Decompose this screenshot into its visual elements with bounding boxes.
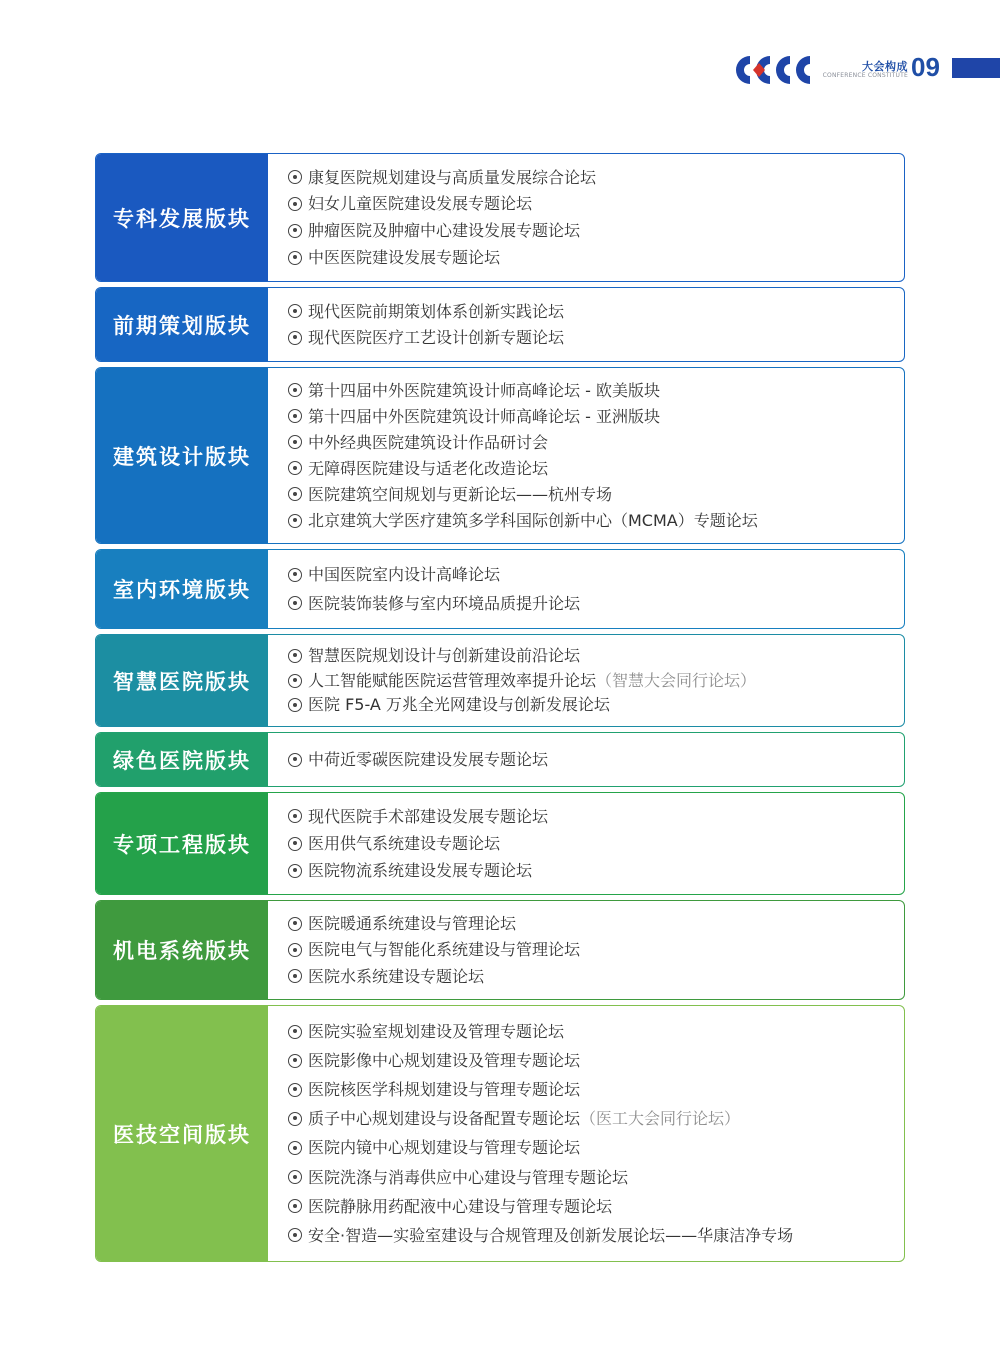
block-label: 医技空间版块 [96,1006,268,1261]
forum-item [288,940,904,959]
forum-item [288,1080,904,1099]
forum-item [288,750,904,769]
forum-list [268,368,904,543]
page-number: 09 [911,52,940,82]
block-label: 室内环境版块 [96,550,268,628]
header-accent-bar [952,58,1000,78]
forum-title: 康复医院规划建设与高质量发展综合论坛 [308,167,597,187]
block-label: 智慧医院版块 [96,635,268,726]
forum-title: 医院电气与智能化系统建设与管理论坛 [308,940,581,960]
page-header [0,0,1000,110]
forum-title: 中医医院建设发展专题论坛 [308,248,501,268]
circle-bullet-icon [288,1170,302,1184]
block-architectural-design [95,367,905,544]
circle-bullet-icon [288,170,302,184]
forum-item [288,967,904,986]
block-green-hospital [95,732,905,787]
block-label: 专科发展版块 [96,154,268,281]
circle-bullet-icon [288,568,302,582]
section-title: 大会构成 [862,60,908,73]
forum-item [288,834,904,853]
block-early-planning [95,287,905,362]
circle-bullet-icon [288,435,302,449]
forum-list [268,550,904,628]
forum-title: 医用供气系统建设专题论坛 [308,833,501,853]
forum-note: （智慧大会同行论坛） [596,670,757,690]
forum-item [288,1022,904,1041]
forum-item [288,407,904,426]
circle-bullet-icon [288,969,302,983]
forum-title: 安全·智造—实验室建设与合规管理及创新发展论坛——华康洁净专场 [308,1225,794,1245]
forum-item [288,807,904,826]
forum-list [268,793,904,894]
circle-bullet-icon [288,809,302,823]
forum-title: 医院装饰装修与室内环境品质提升论坛 [308,593,581,613]
forum-title: 人工智能赋能医院运营管理效率提升论坛 [308,670,597,690]
forum-item [288,302,904,321]
forum-title: 肿瘤医院及肿瘤中心建设发展专题论坛 [308,221,581,241]
forum-item [288,221,904,240]
block-smart-hospital [95,634,905,727]
block-specialty-development [95,153,905,282]
forum-title: 医院内镜中心规划建设与管理专题论坛 [308,1138,581,1158]
forum-item [288,328,904,347]
forum-title: 中荷近零碳医院建设发展专题论坛 [308,749,549,769]
forum-title: 医院水系统建设专题论坛 [308,966,485,986]
forum-title: 医院建筑空间规划与更新论坛——杭州专场 [308,484,613,504]
forum-item [288,565,904,584]
circle-bullet-icon [288,331,302,345]
forum-item [288,248,904,267]
forum-list [268,635,904,726]
conference-logo [734,54,814,86]
circle-bullet-icon [288,1112,302,1126]
circle-bullet-icon [288,596,302,610]
forum-item [288,914,904,933]
forum-list [268,154,904,281]
circle-bullet-icon [288,251,302,265]
circle-bullet-icon [288,837,302,851]
forum-title: 医院影像中心规划建设及管理专题论坛 [308,1051,581,1071]
circle-bullet-icon [288,1199,302,1213]
circle-bullet-icon [288,1141,302,1155]
forum-item [288,1168,904,1187]
forum-item [288,1051,904,1070]
forum-item [288,511,904,530]
circle-bullet-icon [288,1025,302,1039]
forum-list [268,901,904,999]
forum-item [288,695,904,714]
block-label: 专项工程版块 [96,793,268,894]
forum-title: 第十四届中外医院建筑设计师高峰论坛 - 欧美版块 [308,380,660,400]
block-special-engineering [95,792,905,895]
block-label: 前期策划版块 [96,288,268,361]
section-subtitle: CONFERENCE CONSTITUTE [822,72,908,79]
forum-list [268,1006,904,1261]
circle-bullet-icon [288,224,302,238]
circle-bullet-icon [288,197,302,211]
block-interior-environment [95,549,905,629]
circle-bullet-icon [288,487,302,501]
forum-item [288,646,904,665]
forum-item [288,433,904,452]
forum-title: 现代医院医疗工艺设计创新专题论坛 [308,328,565,348]
circle-bullet-icon [288,1054,302,1068]
forum-item [288,485,904,504]
forum-title: 第十四届中外医院建筑设计师高峰论坛 - 亚洲版块 [308,406,660,426]
forum-item [288,671,904,690]
forum-item [288,168,904,187]
block-label: 机电系统版块 [96,901,268,999]
forum-item [288,861,904,880]
block-medical-technology-space [95,1005,905,1262]
forum-item [288,594,904,613]
forum-list [268,733,904,786]
block-label: 建筑设计版块 [96,368,268,543]
forum-item [288,1197,904,1216]
forum-note: （医工大会同行论坛） [580,1109,741,1129]
forum-title: 医院物流系统建设发展专题论坛 [308,860,533,880]
circle-bullet-icon [288,304,302,318]
forum-title: 医院 F5-A 万兆全光网建设与创新发展论坛 [308,695,610,715]
forum-title: 无障碍医院建设与适老化改造论坛 [308,458,549,478]
circle-bullet-icon [288,917,302,931]
circle-bullet-icon [288,649,302,663]
forum-item [288,1138,904,1157]
forum-title: 中外经典医院建筑设计作品研讨会 [308,432,549,452]
forum-item [288,459,904,478]
circle-bullet-icon [288,753,302,767]
circle-bullet-icon [288,943,302,957]
block-electromechanical-systems [95,900,905,1000]
circle-bullet-icon [288,864,302,878]
circle-bullet-icon [288,514,302,528]
forum-item [288,1109,904,1128]
forum-title: 医院静脉用药配液中心建设与管理专题论坛 [308,1196,613,1216]
forum-item [288,1226,904,1245]
circle-bullet-icon [288,461,302,475]
forum-title: 医院实验室规划建设及管理专题论坛 [308,1021,565,1041]
circle-bullet-icon [288,1228,302,1242]
forum-list [268,288,904,361]
forum-title: 质子中心规划建设与设备配置专题论坛 [308,1109,581,1129]
forum-title: 妇女儿童医院建设发展专题论坛 [308,194,533,214]
forum-title: 现代医院手术部建设发展专题论坛 [308,806,549,826]
forum-title: 中国医院室内设计高峰论坛 [308,565,501,585]
forum-title: 医院核医学科规划建设与管理专题论坛 [308,1080,581,1100]
circle-bullet-icon [288,409,302,423]
forum-title: 医院暖通系统建设与管理论坛 [308,914,517,934]
circle-bullet-icon [288,383,302,397]
forum-title: 北京建筑大学医疗建筑多学科国际创新中心（MCMA）专题论坛 [308,510,758,530]
block-label: 绿色医院版块 [96,733,268,786]
forum-title: 医院洗涤与消毒供应中心建设与管理专题论坛 [308,1167,629,1187]
circle-bullet-icon [288,674,302,688]
forum-title: 现代医院前期策划体系创新实践论坛 [308,301,565,321]
circle-bullet-icon [288,1083,302,1097]
forum-title: 智慧医院规划设计与创新建设前沿论坛 [308,646,581,666]
forum-item [288,381,904,400]
forum-item [288,194,904,213]
circle-bullet-icon [288,698,302,712]
